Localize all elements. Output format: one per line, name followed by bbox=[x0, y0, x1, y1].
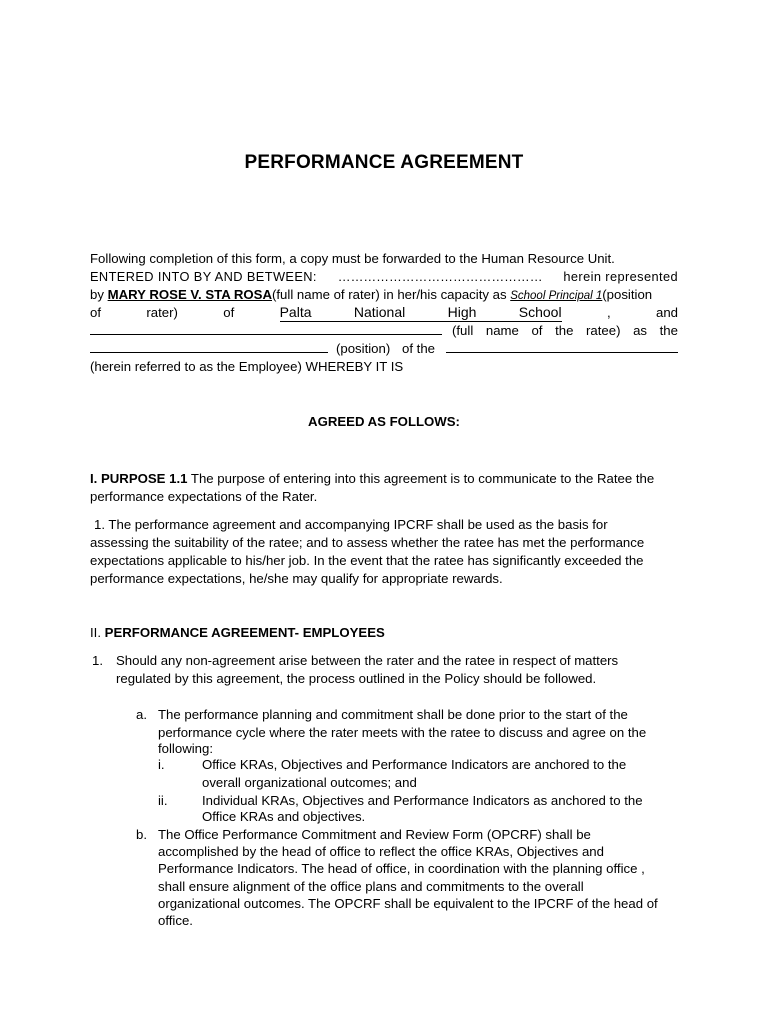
by-word: by bbox=[90, 287, 104, 302]
school-name bbox=[280, 304, 562, 322]
word-of: of bbox=[90, 305, 101, 320]
agreed-heading: AGREED AS FOLLOWS: bbox=[308, 414, 460, 429]
item-i-label: i. bbox=[158, 757, 165, 772]
item1-line-1: Should any non-agreement arise between the rater and the ratee in respect of matters bbox=[116, 653, 619, 668]
item1-line-2: regulated by this agreement, the process outlined in the Policy should be followed. bbox=[116, 671, 597, 686]
item-a-line-2: performance cycle where the rater meets with the ratee to discuss and agree on the bbox=[158, 725, 647, 740]
ratee-caption-text bbox=[452, 322, 678, 340]
position-blank bbox=[90, 340, 328, 353]
position-caption: (position bbox=[602, 287, 653, 302]
caption-word: name bbox=[485, 323, 519, 338]
para1-line-4: performance expectations, he/she may qualify for appropriate rewards. bbox=[90, 571, 503, 586]
word-rater: rater) bbox=[146, 305, 178, 320]
position-label: (position) bbox=[336, 341, 391, 356]
item-b-line-1: The Office Performance Commitment and Review Form (OPCRF) shall be bbox=[158, 827, 591, 842]
document-title: PERFORMANCE AGREEMENT bbox=[244, 152, 524, 173]
intro-line-4 bbox=[90, 304, 678, 322]
ratee-name-blank bbox=[90, 322, 442, 335]
item-ii-line-2: Office KRAs and objectives. bbox=[202, 809, 366, 824]
intro-text: Following completion of this form, a copy must be forwarded to the Human Resource Unit. bbox=[90, 251, 615, 266]
item-a-line-3: following: bbox=[158, 741, 213, 756]
caption-word: (full bbox=[452, 323, 474, 338]
rater-name-caption: (full name of rater) in her/his capacity as bbox=[272, 287, 507, 302]
section2-title: PERFORMANCE AGREEMENT- EMPLOYEES bbox=[104, 625, 385, 640]
school-word: School bbox=[518, 304, 562, 320]
of-the-label: of the bbox=[402, 341, 435, 356]
item-b-line-5: organizational outcomes. The OPCRF shall be equivalent to the IPCRF of the head of bbox=[158, 896, 658, 911]
comma: , bbox=[606, 305, 611, 320]
rater-position: School Principal 1 bbox=[510, 290, 603, 302]
caption-word: as bbox=[633, 323, 648, 338]
item-b-label: b. bbox=[136, 827, 147, 842]
section2-prefix: II. bbox=[90, 625, 101, 640]
caption-word: the bbox=[555, 323, 574, 338]
item-i-line-2: overall organizational outcomes; and bbox=[202, 775, 417, 790]
item-b-line-3: Performance Indicators. The head of office, in coordination with the planning office , bbox=[158, 861, 645, 876]
purpose-line-1 bbox=[90, 470, 678, 488]
item-a-line-1: The performance planning and commitment shall be done prior to the start of the bbox=[158, 707, 628, 722]
caption-word: the bbox=[659, 323, 678, 338]
para1-line-3: expectations applicable to his/her job. In the event that the ratee has significantly exceeded the bbox=[90, 553, 644, 568]
intro-line-3 bbox=[90, 286, 678, 305]
intro-line-1 bbox=[90, 250, 678, 268]
ratee-caption bbox=[452, 322, 678, 340]
item-ii-line-1: Individual KRAs, Objectives and Performance Indicators as anchored to the bbox=[202, 793, 643, 808]
intro-line-5 bbox=[90, 322, 678, 340]
para1-line-2: assessing the suitability of the ratee; and to assess whether the ratee has met the performance bbox=[90, 535, 645, 550]
item1-number: 1. bbox=[92, 653, 103, 668]
school-word: National bbox=[353, 304, 406, 320]
office-blank bbox=[446, 340, 678, 353]
purpose-line-2: performance expectations of the Rater. bbox=[90, 489, 318, 504]
school-word: Palta bbox=[279, 304, 312, 320]
item-b-line-6: office. bbox=[158, 913, 193, 928]
dotted-blank: ………………………………………… bbox=[337, 269, 543, 284]
item-ii-label: ii. bbox=[158, 793, 168, 808]
word-of-2: of bbox=[223, 305, 235, 320]
rater-name: MARY ROSE V. STA ROSA bbox=[107, 287, 272, 302]
section2-heading bbox=[90, 624, 678, 642]
item-b-line-2: accomplished by the head of office to reflect the office KRAs, Objectives and bbox=[158, 844, 604, 859]
item-i-line-1: Office KRAs, Objectives and Performance Indicators are anchored to the bbox=[202, 757, 627, 772]
para1-line-1: 1. The performance agreement and accompanying IPCRF shall be used as the basis for bbox=[94, 517, 608, 532]
caption-word: of bbox=[531, 323, 543, 338]
intro-line-7: (herein referred to as the Employee) WHEREBY IT IS bbox=[90, 359, 404, 374]
intro-line-6 bbox=[90, 340, 678, 358]
purpose-heading: I. PURPOSE 1.1 bbox=[90, 471, 188, 486]
intro-line-2 bbox=[90, 268, 678, 286]
herein-represented: herein represented bbox=[563, 269, 678, 284]
word-and: and bbox=[655, 305, 678, 320]
entered-into-label: ENTERED INTO BY AND BETWEEN: bbox=[90, 269, 317, 284]
item-a-label: a. bbox=[136, 707, 147, 722]
purpose-text: The purpose of entering into this agreement is to communicate to the Ratee the bbox=[190, 471, 655, 486]
item-b-line-4: shall ensure alignment of the office plans and commitments to the overall bbox=[158, 879, 584, 894]
school-word: High bbox=[447, 304, 477, 320]
caption-word: ratee) bbox=[586, 323, 621, 338]
